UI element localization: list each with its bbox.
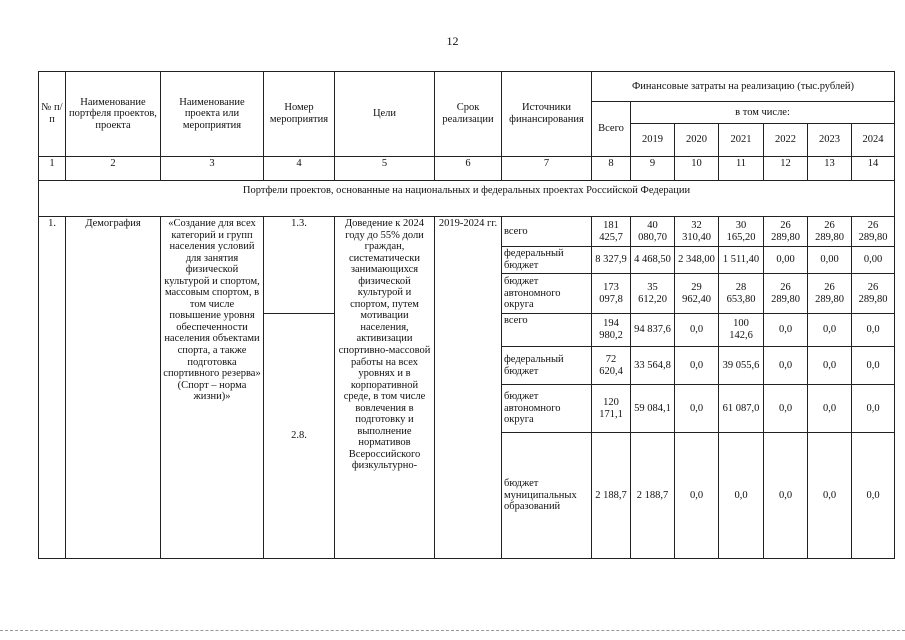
total-cell: 194 980,2 bbox=[592, 314, 631, 347]
header-including: в том числе: bbox=[631, 102, 895, 124]
column-number: 9 bbox=[631, 157, 675, 181]
year-cell: 0,0 bbox=[852, 433, 895, 559]
total-cell: 72 620,4 bbox=[592, 347, 631, 385]
header-portfolio: Наименование портфеля проектов, проекта bbox=[66, 72, 161, 157]
scan-edge-divider bbox=[0, 630, 905, 631]
year-cell: 0,00 bbox=[808, 247, 852, 274]
project-num: 1. bbox=[39, 217, 66, 559]
project-period: 2019-2024 гг. bbox=[435, 217, 502, 559]
year-cell: 26 289,80 bbox=[808, 217, 852, 247]
year-cell: 28 653,80 bbox=[719, 274, 764, 314]
year-cell: 0,0 bbox=[808, 433, 852, 559]
year-cell: 94 837,6 bbox=[631, 314, 675, 347]
year-cell: 39 055,6 bbox=[719, 347, 764, 385]
year-cell: 40 080,70 bbox=[631, 217, 675, 247]
total-cell: 120 171,1 bbox=[592, 385, 631, 433]
year-cell: 26 289,80 bbox=[808, 274, 852, 314]
header-period: Срок реализации bbox=[435, 72, 502, 157]
year-cell: 30 165,20 bbox=[719, 217, 764, 247]
year-cell: 0,00 bbox=[852, 247, 895, 274]
column-number: 10 bbox=[675, 157, 719, 181]
year-cell: 0,0 bbox=[808, 314, 852, 347]
measure-code: 1.3. bbox=[264, 217, 335, 314]
header-total: Всего bbox=[592, 102, 631, 157]
year-cell: 0,0 bbox=[852, 314, 895, 347]
year-cell: 32 310,40 bbox=[675, 217, 719, 247]
header-year: 2020 bbox=[675, 124, 719, 157]
year-cell: 61 087,0 bbox=[719, 385, 764, 433]
column-number: 13 bbox=[808, 157, 852, 181]
year-cell: 0,0 bbox=[675, 433, 719, 559]
source-cell: всего bbox=[502, 217, 592, 247]
source-cell: федеральный бюджет bbox=[502, 247, 592, 274]
header-num: № п/п bbox=[39, 72, 66, 157]
year-cell: 26 289,80 bbox=[764, 274, 808, 314]
header-measure-number: Номер мероприятия bbox=[264, 72, 335, 157]
total-cell: 8 327,9 bbox=[592, 247, 631, 274]
header-year: 2023 bbox=[808, 124, 852, 157]
column-number: 2 bbox=[66, 157, 161, 181]
year-cell: 2 188,7 bbox=[631, 433, 675, 559]
column-number: 6 bbox=[435, 157, 502, 181]
year-cell: 0,0 bbox=[852, 347, 895, 385]
column-number-row bbox=[39, 157, 895, 181]
column-number: 12 bbox=[764, 157, 808, 181]
column-number: 3 bbox=[161, 157, 264, 181]
column-number: 5 bbox=[335, 157, 435, 181]
year-cell: 26 289,80 bbox=[764, 217, 808, 247]
source-cell: бюджет автономного округа bbox=[502, 274, 592, 314]
header-year: 2024 bbox=[852, 124, 895, 157]
header-project: Наименование проекта или мероприятия bbox=[161, 72, 264, 157]
page-number: 12 bbox=[446, 34, 459, 48]
finance-table bbox=[38, 71, 895, 559]
year-cell: 0,0 bbox=[808, 347, 852, 385]
year-cell: 0,00 bbox=[764, 247, 808, 274]
source-cell: бюджет муниципальных образований bbox=[502, 433, 592, 559]
year-cell: 0,0 bbox=[764, 347, 808, 385]
total-cell: 181 425,7 bbox=[592, 217, 631, 247]
source-cell: бюджет автономного округа bbox=[502, 385, 592, 433]
total-cell: 173 097,8 bbox=[592, 274, 631, 314]
header-goals: Цели bbox=[335, 72, 435, 157]
year-cell: 29 962,40 bbox=[675, 274, 719, 314]
year-cell: 0,0 bbox=[675, 385, 719, 433]
year-cell: 1 511,40 bbox=[719, 247, 764, 274]
year-cell: 0,0 bbox=[675, 314, 719, 347]
project-name: «Создание для всех категорий и групп населения условий для занятия физической культурой и спортом, массовым спортом, в том числе повышение уровня обеспеченности населения объектами спорта, а также подготовка спортивного резерва» (Спорт – норма жизни)» bbox=[161, 217, 264, 559]
measure-code: 2.8. bbox=[264, 314, 335, 559]
year-cell: 26 289,80 bbox=[852, 217, 895, 247]
header-year: 2021 bbox=[719, 124, 764, 157]
source-cell: федеральный бюджет bbox=[502, 347, 592, 385]
year-cell: 0,0 bbox=[852, 385, 895, 433]
year-cell: 59 084,1 bbox=[631, 385, 675, 433]
column-number: 11 bbox=[719, 157, 764, 181]
year-cell: 0,0 bbox=[764, 385, 808, 433]
column-number: 7 bbox=[502, 157, 592, 181]
project-portfolio: Демография bbox=[66, 217, 161, 559]
source-cell: всего bbox=[502, 314, 592, 347]
year-cell: 35 612,20 bbox=[631, 274, 675, 314]
project-goal: Доведение к 2024 году до 55% доли граждан, систематически занимающихся физической культурой и спортом, путем мотивации населения, активизации спортивно-массовой работы на всех уровнях и в корпоративной среде, в том числе вовлечения в подготовку и выполнение нормативов Всероссийского физкультурно- bbox=[335, 217, 435, 559]
column-number: 1 bbox=[39, 157, 66, 181]
header-year: 2019 bbox=[631, 124, 675, 157]
section-title: Портфели проектов, основанные на национальных и федеральных проектах Российской Федерации bbox=[39, 181, 895, 217]
year-cell: 100 142,6 bbox=[719, 314, 764, 347]
total-cell: 2 188,7 bbox=[592, 433, 631, 559]
header-sources: Источники финансирования bbox=[502, 72, 592, 157]
year-cell: 0,0 bbox=[675, 347, 719, 385]
header-financial-costs: Финансовые затраты на реализацию (тыс.рублей) bbox=[592, 72, 895, 102]
year-cell: 4 468,50 bbox=[631, 247, 675, 274]
column-number: 14 bbox=[852, 157, 895, 181]
year-cell: 0,0 bbox=[764, 314, 808, 347]
column-number: 8 bbox=[592, 157, 631, 181]
year-cell: 0,0 bbox=[764, 433, 808, 559]
year-cell: 26 289,80 bbox=[852, 274, 895, 314]
year-cell: 0,0 bbox=[719, 433, 764, 559]
header-year: 2022 bbox=[764, 124, 808, 157]
year-cell: 0,0 bbox=[808, 385, 852, 433]
year-cell: 2 348,00 bbox=[675, 247, 719, 274]
year-cell: 33 564,8 bbox=[631, 347, 675, 385]
column-number: 4 bbox=[264, 157, 335, 181]
